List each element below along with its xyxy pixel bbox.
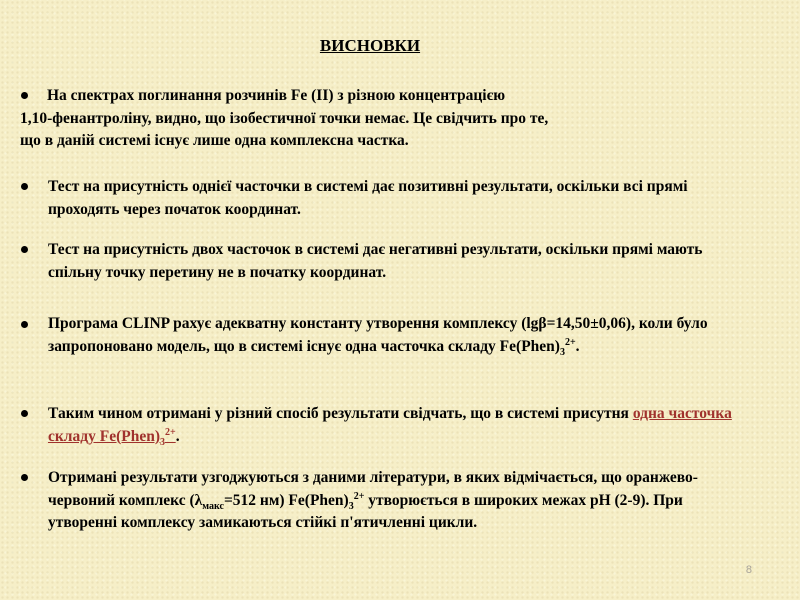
highlighted-species-text: одна часточка складу Fe(Phen): [48, 405, 732, 445]
conclusion-6-text1: Отримані результати узгоджуються з даними літератури, в яких відмічається, що оранжево-червоний комплекс (λ: [48, 469, 698, 509]
conclusion-5-end: .: [175, 427, 180, 445]
conclusion-5: [48, 403, 738, 448]
conclusion-1-line2: 1,10-фенантроліну, видно, що ізобестичної точки немає. Це свідчить про те,: [20, 109, 549, 127]
bullet-point: [21, 321, 28, 328]
formula-charge: 2+: [564, 336, 576, 348]
lambda-subscript: макс: [202, 500, 224, 512]
bullet-point: [21, 410, 28, 417]
conclusion-2: Тест на присутність однієї часточки в системі дає позитивні результати, оскільки всі прямі проходять через початок координат.: [48, 178, 688, 218]
conclusion-1: [20, 85, 740, 153]
formula-subscript: 3: [348, 500, 354, 512]
conclusion-5-text: Таким чином отримані у різний спосіб результати свідчать, що в системі присутня: [48, 405, 633, 422]
conclusion-4-end: .: [575, 337, 580, 355]
formula-charge: 2+: [353, 490, 365, 502]
conclusion-1-line1: На спектрах поглинання розчинів Fe (II) з різною концентрацією: [47, 87, 506, 104]
page-number: 8: [745, 564, 752, 576]
bullet-point: [21, 183, 28, 190]
slide-title: ВИСНОВКИ: [319, 36, 421, 55]
conclusion-4-text: Програма CLINP рахує адекватну константу утворення комплексу (lgβ=14,50±0,06), коли було запропоновано модель, що в системі існує одна часточка складу Fe(Phen): [48, 315, 708, 355]
formula-subscript: 3: [159, 436, 165, 448]
conclusion-4: [48, 313, 738, 358]
conclusion-6-text2: =512 нм) Fe(Phen): [223, 491, 349, 509]
conclusion-6-text3: утворюється в широких межах рН (2-9). При утворенні комплексу замикаються стійкі п'ятичленні цикли.: [48, 491, 683, 531]
conclusion-3: Тест на присутність двох часточок в системі дає негативні результати, оскільки прямі мають спільну точку перетину не в початку координат.: [48, 241, 703, 281]
bullet-point: [21, 474, 28, 481]
bullet-point: [21, 246, 28, 253]
conclusion-6: [48, 467, 738, 535]
conclusion-1-line3: що в даній системі існує лише одна комплексна частка.: [20, 132, 409, 149]
formula-charge: 2+: [164, 426, 176, 438]
formula-subscript: 3: [559, 346, 565, 358]
